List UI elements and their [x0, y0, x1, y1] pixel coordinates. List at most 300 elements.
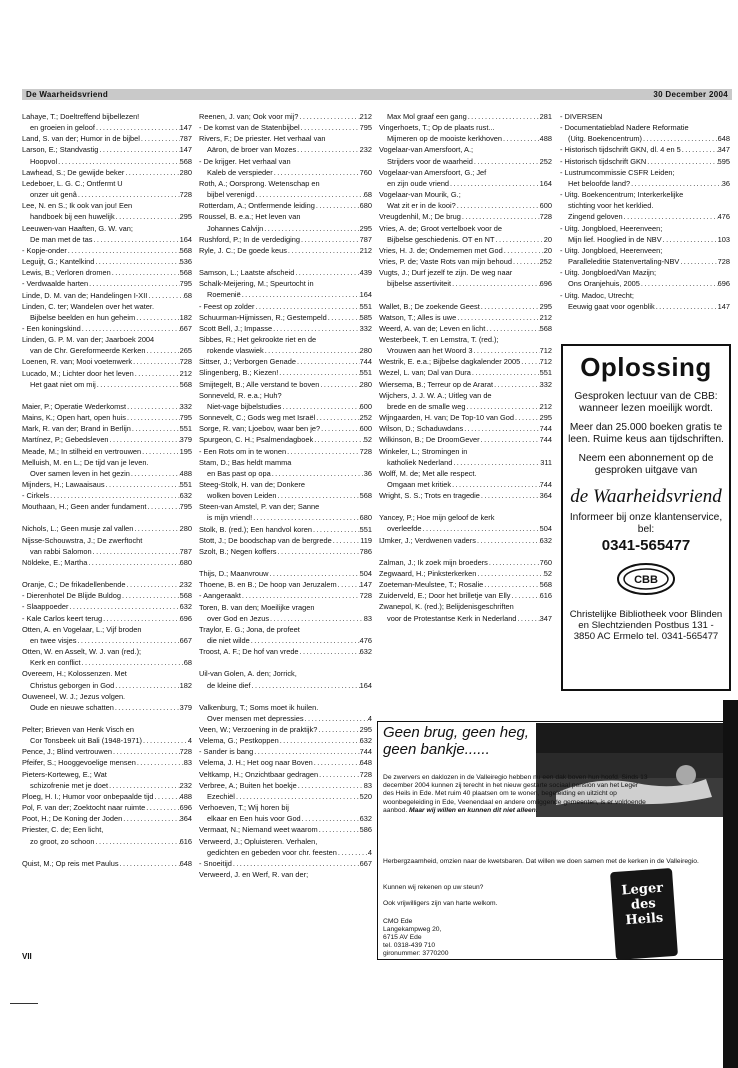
index-entry — [22, 356, 192, 367]
index-entry — [379, 234, 552, 245]
entry-leader — [313, 757, 360, 768]
index-column-2 — [199, 111, 372, 880]
entry-title: Loenen, R. van; Mooi voetenwerk — [22, 357, 133, 367]
entry-title: Pence, J.; Blind vertrouwen — [22, 747, 112, 757]
entry-gap — [22, 713, 192, 724]
entry-page: 595 — [717, 156, 730, 166]
entry-leader — [300, 234, 360, 245]
index-entry — [199, 223, 372, 234]
entry-page: 212 — [179, 368, 192, 378]
entry-leader — [232, 858, 360, 869]
oplossing-text-3: Neem een abonnement op de gesproken uitgave van — [578, 453, 714, 476]
index-entry — [22, 802, 192, 813]
entry-title: Mark, R. van der; Brand in Berlijn — [22, 424, 131, 434]
ad-address-4: tel. 0318-439 710 — [383, 942, 436, 949]
entry-page: 551 — [359, 524, 372, 534]
entry-page: 295 — [539, 413, 552, 423]
index-entry: Sibbes, R.; Het gekrookte riet en de — [199, 334, 317, 344]
index-entry: Schalk-Meijering, M.; Speurtocht in — [199, 279, 314, 289]
entry-leader — [422, 523, 540, 534]
entry-gap — [379, 546, 552, 557]
entry-leader — [81, 323, 180, 334]
entry-title: Nichols, L.; Geen musje zal vallen — [22, 524, 134, 534]
entry-leader — [480, 301, 540, 312]
entry-title: - Een Rots om in te wonen — [199, 446, 287, 456]
entry-page: 164 — [359, 680, 372, 690]
ad-headline — [383, 724, 529, 758]
entry-leader — [271, 468, 364, 479]
entry-page: 476 — [717, 212, 730, 222]
entry-leader — [108, 780, 180, 791]
entry-page: 311 — [540, 457, 552, 467]
ad-body-2: Herbergzaamheid, omzien naar de kwetsbaren. Dat willen we doen samen met de kerken in de Valleiregio. — [383, 858, 699, 865]
entry-page: 600 — [359, 401, 372, 411]
index-entry — [379, 200, 552, 211]
index-entry — [22, 345, 192, 356]
entry-page: 760 — [359, 167, 372, 177]
index-entry — [22, 523, 192, 534]
entry-title: over God en Jezus — [207, 613, 270, 623]
entry-title: Johannes Calvijn — [207, 223, 264, 233]
entry-leader — [483, 579, 539, 590]
entry-page: 504 — [539, 524, 552, 534]
entry-title: de kleine dief — [207, 680, 251, 690]
entry-title: van de Chr. Gereformeerde Kerken — [30, 346, 146, 356]
entry-page: 744 — [539, 424, 552, 434]
entry-title: Wallet, B.; De zoekende Geest — [379, 301, 480, 311]
entry-leader — [141, 446, 180, 457]
index-entry — [379, 423, 552, 434]
entry-title: Niet-vage bijbelstudies — [207, 401, 282, 411]
entry-page: 568 — [539, 323, 552, 333]
index-entry: Otten, W. en Asselt, W. J. van (red.); — [22, 647, 142, 657]
index-entry — [379, 401, 552, 412]
index-column-1 — [22, 111, 192, 869]
entry-page: 744 — [539, 435, 552, 445]
entry-title: Aäron, de broer van Mozes — [207, 145, 297, 155]
index-entry — [22, 590, 192, 601]
entry-leader — [298, 111, 359, 122]
entry-leader — [49, 490, 180, 501]
entry-title: Sittser, J.; Verborgen Genade — [199, 357, 296, 367]
entry-title: Omgaan met kritiek — [387, 480, 452, 489]
entry-leader — [655, 301, 718, 312]
index-entry: Rivers, F.; De priester. Het verhaal van — [199, 134, 326, 144]
index-entry: stichting voor het kerklied. — [568, 201, 654, 211]
entry-leader — [318, 769, 360, 780]
entry-title: van rabbi Salomon — [30, 546, 92, 556]
entry-title: Sonnevelt, C.; Gods weg met Israël — [199, 413, 316, 423]
index-entry — [22, 434, 192, 445]
entry-page: 728 — [179, 747, 192, 757]
page-header — [22, 89, 732, 100]
index-entry — [560, 133, 730, 144]
entry-page: 568 — [179, 268, 192, 278]
index-entry — [199, 735, 372, 746]
oplossing-title: Oplossing — [580, 352, 712, 382]
entry-title: Lawhead, S.; De gewijde beker — [22, 167, 125, 177]
page-number: VII — [22, 952, 32, 961]
entry-title: Kaleb de verspieder — [207, 167, 273, 177]
index-entry — [560, 144, 730, 155]
entry-leader — [286, 446, 360, 457]
index-entry: - Uitg. Jongbloed, Heerenveen; — [560, 245, 663, 255]
index-entry — [199, 323, 372, 334]
ad-headline-line-2: geen bankje...... — [383, 741, 490, 758]
entry-leader — [255, 189, 364, 200]
entry-leader — [662, 234, 718, 245]
entry-page: 585 — [359, 312, 372, 322]
index-entry: Westerbeek, T. en Lemstra, T. (red.); — [379, 334, 499, 344]
entry-page: 280 — [179, 524, 192, 534]
entry-leader — [250, 635, 360, 646]
entry-page: 379 — [179, 435, 192, 445]
entry-page: 364 — [179, 814, 192, 824]
entry-title: Over samen leven in het gezin — [30, 468, 130, 478]
ad-volunteers: Ook vrijwilligers zijn van harte welkom. — [383, 900, 498, 907]
leger-des-heils-logo — [610, 868, 678, 960]
entry-title: Pol, F. van der; Zoektocht naar ruimte — [22, 803, 146, 813]
entry-page: 4 — [367, 713, 372, 723]
entry-leader — [124, 167, 179, 178]
index-entry — [22, 579, 192, 590]
ad-question: Kunnen wij rekenen op uw steun? — [383, 884, 484, 891]
entry-title: - Kopje-onder — [22, 245, 67, 255]
index-entry: Stam, D.; Bas heldt mamma — [199, 457, 292, 467]
entry-gap — [199, 657, 372, 668]
entry-leader — [480, 490, 540, 501]
index-entry — [199, 122, 372, 133]
entry-leader — [320, 423, 360, 434]
index-entry — [560, 156, 730, 167]
entry-title: Stolk, B. (red.); Een handvol koren — [199, 524, 312, 534]
entry-page: 164 — [539, 178, 552, 188]
entry-leader — [461, 211, 540, 222]
entry-page: 787 — [179, 134, 192, 144]
index-entry: Wijchers, J. J. W. A.; Uitleg van de — [379, 390, 492, 400]
entry-page: 712 — [539, 346, 552, 356]
entry-title: Vermaat, N.; Niemand weet waarom — [199, 825, 318, 835]
entry-title: Zingend geloven — [568, 212, 623, 222]
entry-page: 280 — [179, 167, 192, 177]
entry-title: Christus geborgen in God — [30, 680, 115, 690]
oplossing-footer: Christelijke Bibliotheek voor Blinden en Slechtzienden Postbus 131 - 3850 AC Ermelo tel. 0341-565477 — [569, 609, 723, 642]
index-entry — [379, 412, 552, 423]
entry-leader — [623, 211, 718, 222]
entry-title: Martínez, P.; Gebedsleven — [22, 435, 109, 445]
entry-title: Samson, L.; Laatste afscheid — [199, 268, 295, 278]
entry-leader — [114, 680, 179, 691]
index-entry — [22, 757, 192, 768]
entry-leader — [105, 479, 180, 490]
index-entry: Verweerd, J.; Opluisteren. Verhalen, — [199, 836, 318, 846]
entry-title: Ploeg, H. I.; Humor voor onbepaalde tijd — [22, 791, 154, 801]
entry-leader — [679, 256, 717, 267]
index-entry — [199, 367, 372, 378]
entry-page: 696 — [179, 803, 192, 813]
entry-title: Mijn lief. Hooglied in de NBV — [568, 234, 662, 244]
header-publication: De Waarheidsvriend — [26, 90, 109, 99]
entry-title: Paralleleditie Statenvertaling-NBV — [568, 257, 680, 267]
index-entry — [22, 278, 192, 289]
entry-title: - Historisch tijdschrift GKN, dl. 4 en 5 — [560, 145, 681, 155]
index-entry — [379, 568, 552, 579]
index-entry: Otten, A. en Vogelaar, L.; Vijf broden — [22, 624, 142, 634]
entry-title: Roemenië — [207, 290, 241, 300]
entry-title: Oranje, C.; De frikadellenbende — [22, 580, 126, 590]
entry-leader — [510, 590, 539, 601]
entry-leader — [301, 813, 360, 824]
index-entry — [560, 278, 730, 289]
entry-page: 520 — [359, 791, 372, 801]
index-entry — [199, 512, 372, 523]
entry-leader — [296, 144, 360, 155]
entry-title: wolken boven Leiden — [207, 491, 277, 501]
index-entry — [199, 824, 372, 835]
entry-page: 379 — [179, 702, 192, 712]
entry-title: - Dierenhotel De Blijde Buldog — [22, 591, 122, 601]
entry-page: 551 — [539, 368, 552, 378]
index-entry: Vingerhoets, T.; Op de plaats rust... — [379, 123, 495, 133]
index-entry — [199, 423, 372, 434]
entry-leader — [337, 579, 360, 590]
index-entry — [199, 613, 372, 624]
entry-title: Spurgeon, C. H.; Psalmendagboek — [199, 435, 314, 445]
entry-leader — [119, 858, 180, 869]
entry-page: 600 — [539, 201, 552, 211]
entry-page: 252 — [539, 156, 552, 166]
entry-title: Slingenberg, B.; Kiezen! — [199, 368, 279, 378]
entry-title: Sorge, R. van; Ljoebov, waar ben je? — [199, 424, 321, 434]
entry-page: 568 — [359, 491, 372, 501]
entry-leader — [304, 713, 368, 724]
index-entry: Nijsse-Schouwstra, J.; De zwerftocht — [22, 535, 143, 545]
entry-page: 744 — [359, 357, 372, 367]
ad-body-text: De zwervers en daklozen in de Valleiregio hebben nu een dak boven hun hoofd. Sinds 13 december 2004 kunnen zij terecht in het nieuw gestarte sociaal pension van het Leger des Heils in Ede. Met ruim 40 plaatsen om te wonen, begeleiding en uitzicht op woonbegeleiding in Ede, Veenendaal en andere omliggende gemeenten, is er voldoende aanbod. — [383, 774, 648, 814]
index-entry — [379, 323, 552, 334]
index-entry: - Lustrumcommissie CSFR Leiden; — [560, 167, 675, 177]
index-entry — [22, 735, 192, 746]
index-entry — [199, 301, 372, 312]
ad-address-5: gironummer: 3770200 — [383, 950, 449, 957]
entry-leader — [449, 178, 540, 189]
index-entry — [379, 356, 552, 367]
entry-leader — [147, 501, 180, 512]
entry-page: 476 — [359, 636, 372, 646]
entry-page: 728 — [179, 190, 192, 200]
entry-title: - De komst van de Statenbijbel — [199, 123, 300, 133]
index-entry: Wolff, M. de; Met alle respect. — [379, 468, 477, 478]
entry-page: 568 — [539, 580, 552, 590]
index-entry: Linden, C. ter; Wandelen over het water. — [22, 301, 155, 311]
index-entry — [199, 200, 372, 211]
ad-address-1: CMO Ede — [383, 918, 413, 925]
entry-title: - Cirkels — [22, 491, 50, 501]
entry-leader — [88, 278, 180, 289]
entry-leader — [140, 133, 180, 144]
entry-leader — [294, 267, 359, 278]
entry-leader — [315, 412, 359, 423]
index-entry: - Uitg. Boekencentrum; Interkerkelijke — [560, 190, 684, 200]
entry-title: Het beloofde land? — [568, 178, 631, 188]
entry-title: Rotterdam, A.; Ontfermende leiding — [199, 201, 315, 211]
entry-page: 83 — [183, 758, 192, 768]
entry-title: Leguijt, G.; Kantelkind — [22, 257, 95, 267]
index-entry — [199, 813, 372, 824]
index-entry — [22, 211, 192, 222]
index-entry — [379, 345, 552, 356]
index-entry: Zwanepol, K. (red.); Belijdenisgeschriften — [379, 602, 514, 612]
index-entry: Linden, G. P. M. van der; Jaarboek 2004 — [22, 335, 155, 345]
entry-leader — [503, 245, 544, 256]
index-entry: Roussel, B. e.a.; Het leven van — [199, 212, 301, 222]
index-entry: Leeuwen-van Haaften, G. W. van; — [22, 223, 133, 233]
oplossing-paper-name: de Waarheidsvriend — [570, 486, 722, 507]
index-column-3 — [379, 111, 552, 624]
entry-leader — [145, 345, 179, 356]
index-entry — [379, 256, 552, 267]
entry-leader — [297, 780, 364, 791]
entry-title: Zalman, J.; Ik zoek mijn broeders — [379, 557, 488, 567]
entry-page: 760 — [539, 557, 552, 567]
entry-leader — [134, 368, 180, 379]
entry-leader — [126, 579, 180, 590]
index-entry — [199, 446, 372, 457]
index-entry — [22, 635, 192, 646]
entry-title: Rushford, P.; In de verdediging — [199, 234, 300, 244]
index-entry — [379, 434, 552, 445]
entry-page: 632 — [359, 814, 372, 824]
index-entry: Toren, B. van den; Moeilijke vragen — [199, 602, 315, 612]
entry-title: IJmker, J.; Verdwenen vaders — [379, 535, 476, 545]
entry-title: Smijtegelt, B.; Alle verstand te boven — [199, 379, 320, 389]
entry-page: 332 — [359, 323, 372, 333]
entry-leader — [130, 468, 180, 479]
index-entry — [22, 290, 192, 301]
entry-leader — [476, 568, 543, 579]
entry-title: - Slaappoeder — [22, 602, 69, 612]
index-entry — [199, 858, 372, 869]
entry-title: Thoene, B. en B.; De hoop van Jeruzalem — [199, 580, 337, 590]
index-entry — [22, 122, 192, 133]
index-entry — [199, 568, 372, 579]
index-entry — [199, 757, 372, 768]
entry-page: 164 — [359, 290, 372, 300]
entry-leader — [254, 301, 359, 312]
entry-title: Troost, A. F.; De hof van vrede — [199, 647, 299, 657]
index-entry — [379, 379, 552, 390]
entry-page: 568 — [179, 379, 192, 389]
entry-page: 680 — [359, 201, 372, 211]
entry-leader — [92, 546, 180, 557]
index-entry — [22, 680, 192, 691]
entry-page: 504 — [359, 569, 372, 579]
entry-leader — [268, 568, 359, 579]
entry-leader — [133, 523, 179, 534]
index-entry: Priester, C. de; Een licht, — [22, 825, 104, 835]
entry-leader — [488, 557, 540, 568]
entry-title: bijbelse assertiviteit — [387, 279, 452, 289]
entry-page: 182 — [179, 680, 192, 690]
entry-title: Het gaat niet om mij — [30, 379, 96, 389]
entry-page: 667 — [179, 323, 192, 333]
index-entry — [22, 813, 192, 824]
entry-page: 83 — [363, 780, 372, 790]
entry-title: Ezechiël — [207, 791, 235, 801]
entry-title: Scott Bell, J.; Impasse — [199, 323, 273, 333]
entry-page: 728 — [179, 357, 192, 367]
index-column-4 — [560, 111, 730, 312]
entry-page: 182 — [179, 312, 192, 322]
index-entry — [379, 557, 552, 568]
entry-title: Ryle, J. C.; De goede keus — [199, 245, 287, 255]
entry-leader — [476, 535, 540, 546]
entry-page: 728 — [359, 591, 372, 601]
index-entry — [379, 490, 552, 501]
entry-title: die niet wilde — [207, 636, 250, 646]
entry-leader — [281, 401, 359, 412]
index-entry: Steeg-Stolk, H. van de; Donkere — [199, 480, 305, 489]
entry-leader — [147, 290, 183, 301]
entry-leader — [451, 479, 540, 490]
entry-leader — [630, 178, 722, 189]
entry-title: Westrik, E. e.a.; Bijbelse dagkalender 2005 — [379, 357, 521, 367]
index-entry — [199, 646, 372, 657]
entry-title: Poot, H.; De Koning der Joden — [22, 814, 123, 824]
index-entry: - Documentatieblad Nadere Reformatie — [560, 123, 689, 133]
entry-title: en groeien in geloof — [30, 123, 95, 133]
index-entry — [199, 234, 372, 245]
entry-leader — [77, 189, 180, 200]
index-entry — [199, 345, 372, 356]
index-entry — [199, 769, 372, 780]
index-entry: Verhoeven, T.; Wij horen bij — [199, 803, 289, 813]
entry-page: 212 — [539, 312, 552, 322]
index-entry: Pieters-Korteweg, E.; Wat — [22, 769, 107, 779]
entry-title: Schuurman-Hijmissen, R.; Gestempeld — [199, 312, 327, 322]
index-entry: - Uitg. Madoc, Utrecht; — [560, 290, 634, 300]
index-entry — [22, 791, 192, 802]
index-entry — [22, 446, 192, 457]
header-date: 30 December 2004 — [653, 90, 728, 99]
index-entry — [199, 189, 372, 200]
index-entry — [199, 245, 372, 256]
entry-page: 795 — [359, 123, 372, 133]
entry-title: Mijnders, H.; Lawaaisaus — [22, 480, 105, 489]
entry-leader — [516, 613, 539, 624]
entry-leader — [502, 133, 540, 144]
entry-page: 728 — [359, 446, 372, 456]
entry-title: Velema, J. H.; Het oog naar Boven — [199, 758, 313, 768]
entry-leader — [111, 267, 180, 278]
index-entry — [22, 836, 192, 847]
index-entry — [560, 178, 730, 189]
entry-title: Reenen, J. van; Ook voor mij? — [199, 112, 299, 121]
entry-page: 280 — [359, 379, 372, 389]
entry-title: De man met de tas — [30, 234, 93, 244]
entry-title: Oude en nieuwe schatten — [30, 702, 114, 712]
entry-page: 568 — [179, 591, 192, 601]
entry-title: Watson, T.; Alles is uwe — [379, 312, 457, 322]
entry-page: 712 — [539, 357, 552, 367]
index-entry — [379, 457, 552, 468]
entry-leader — [337, 847, 368, 858]
entry-title: Wright, S. S.; Trots en tragedie — [379, 491, 480, 501]
index-entry — [22, 657, 192, 668]
entry-leader — [317, 724, 359, 735]
entry-title: Cor Tonsbeek uit Bali (1948-1971) — [30, 736, 143, 746]
entry-page: 364 — [539, 491, 552, 501]
